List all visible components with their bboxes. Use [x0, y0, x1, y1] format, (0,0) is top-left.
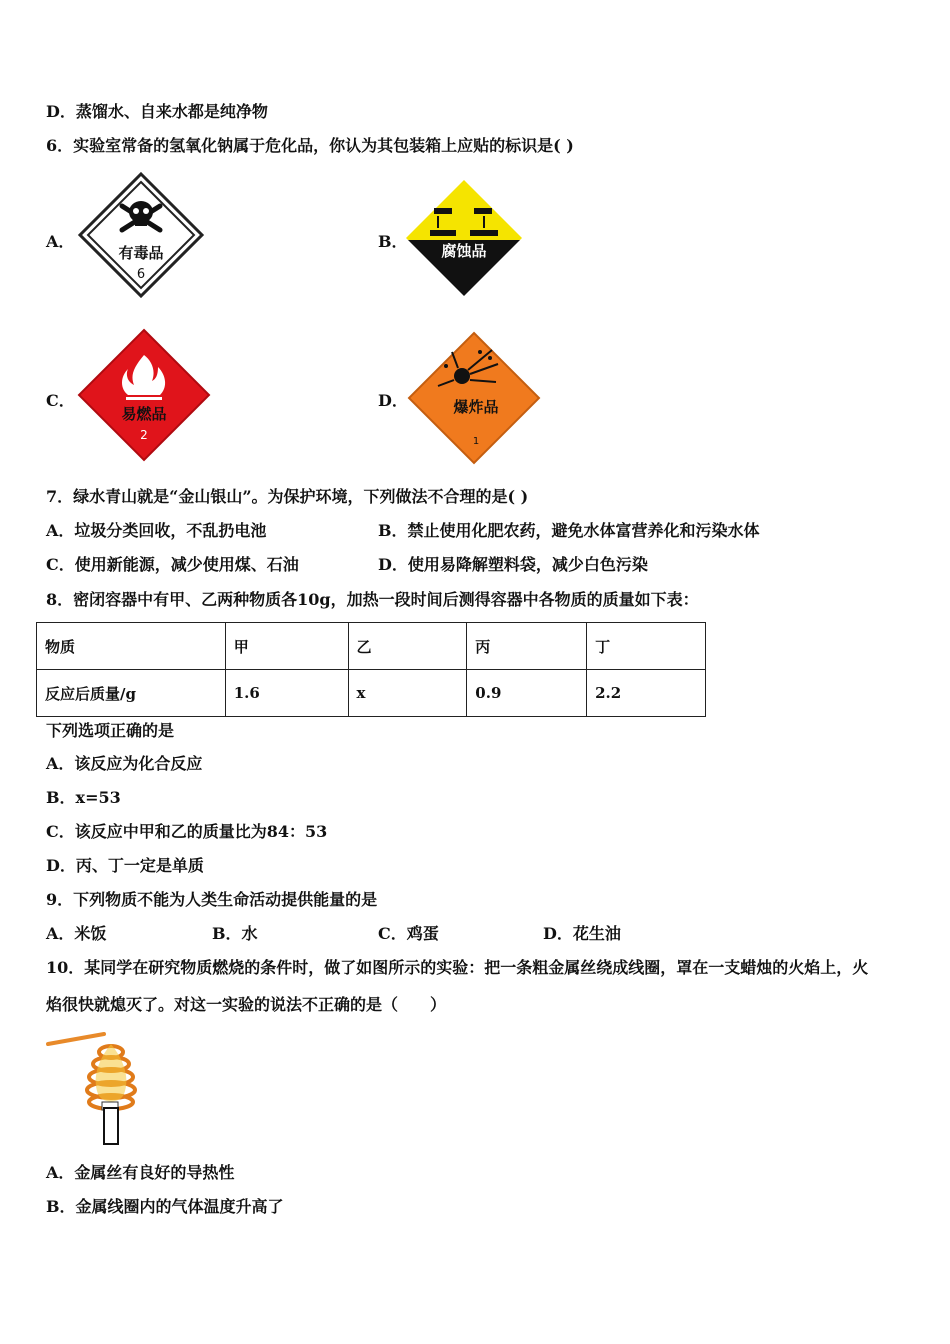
table-cell: 丙	[467, 623, 587, 670]
table-cell: 丁	[587, 623, 706, 670]
toxic-sign	[76, 170, 206, 300]
q8-stem: 8．密闭容器中有甲、乙两种物质各10g，加热一段时间后测得容器中各物质的质量如下表：	[46, 590, 699, 609]
metal-wire	[48, 1034, 104, 1044]
flammable-sign-text: 易燃品	[121, 405, 167, 423]
q10-option-b: B．金属线圈内的气体温度升高了	[46, 1197, 284, 1216]
q8-prompt: 下列选项正确的是	[46, 721, 175, 740]
q8-option-d: D．丙、丁一定是单质	[46, 856, 204, 875]
table-cell: 甲	[225, 623, 348, 670]
q9-option-c: C．鸡蛋	[378, 924, 439, 943]
table-row	[37, 623, 706, 670]
toxic-sign-text: 有毒品	[118, 244, 164, 262]
q6-option-c-label: C．	[46, 391, 75, 410]
table-cell: 2.2	[587, 670, 706, 717]
explosive-sign-text: 爆炸品	[453, 398, 499, 416]
table-cell: 物质	[37, 623, 226, 670]
corrosive-sign	[404, 178, 524, 298]
flammable-sign-number: 2	[140, 428, 148, 442]
table-cell: x	[348, 670, 467, 717]
explosive-sign-number: 1	[472, 436, 480, 447]
table-row	[37, 670, 706, 717]
q10-stem-line1: 10．某同学在研究物质燃烧的条件时，做了如图所示的实验：把一条粗金属丝绕成线圈，罩在一支蜡烛的火焰上，火	[46, 958, 869, 977]
toxic-sign-number: 6	[136, 267, 146, 282]
corrosive-sign-top	[404, 178, 524, 240]
q9-option-b: B．水	[212, 924, 258, 943]
q6-option-d-label: D．	[378, 391, 408, 410]
q8-table	[36, 622, 706, 717]
q8-option-c: C．该反应中甲和乙的质量比为84：53	[46, 822, 328, 841]
q7-option-b: B．禁止使用化肥农药，避免水体富营养化和污染水体	[378, 521, 760, 540]
q10-stem-line2: 焰很快就熄灭了。对这一实验的说法不正确的是（ ）	[46, 995, 447, 1014]
q7-stem: 7．绿水青山就是“金山银山”。为保护环境，下列做法不合理的是( )	[46, 487, 529, 506]
q7-option-a: A．垃圾分类回收，不乱扔电池	[46, 521, 267, 540]
q9-stem: 9．下列物质不能为人类生命活动提供能量的是	[46, 890, 378, 909]
flame-base	[126, 397, 162, 400]
table-cell: 乙	[348, 623, 467, 670]
q6-option-a-label: A．	[46, 232, 75, 251]
q10-option-a: A．金属丝有良好的导热性	[46, 1163, 235, 1182]
q8-option-a: A．该反应为化合反应	[46, 754, 203, 773]
table-cell: 反应后质量/g	[37, 670, 226, 717]
q9-option-d: D．花生油	[543, 924, 621, 943]
table-cell: 1.6	[225, 670, 348, 717]
q7-option-d: D．使用易降解塑料袋，减少白色污染	[378, 555, 648, 574]
q9-option-a: A．米饭	[46, 924, 107, 943]
q6-stem: 6．实验室常备的氢氧化钠属于危化品，你认为其包装箱上应贴的标识是( )	[46, 136, 574, 155]
flammable-sign	[76, 327, 212, 463]
corrosive-sign-text: 腐蚀品	[441, 242, 487, 260]
table-cell: 0.9	[467, 670, 587, 717]
candle-body	[104, 1108, 118, 1144]
q8-option-b: B．x=53	[46, 788, 121, 807]
q7-option-c: C．使用新能源，减少使用煤、石油	[46, 555, 299, 574]
q6-option-b-label: B．	[378, 232, 408, 251]
candle-coil-figure	[46, 1030, 146, 1146]
q5-option-d: D．蒸馏水、自来水都是纯净物	[46, 102, 268, 121]
explosive-sign	[406, 330, 542, 466]
